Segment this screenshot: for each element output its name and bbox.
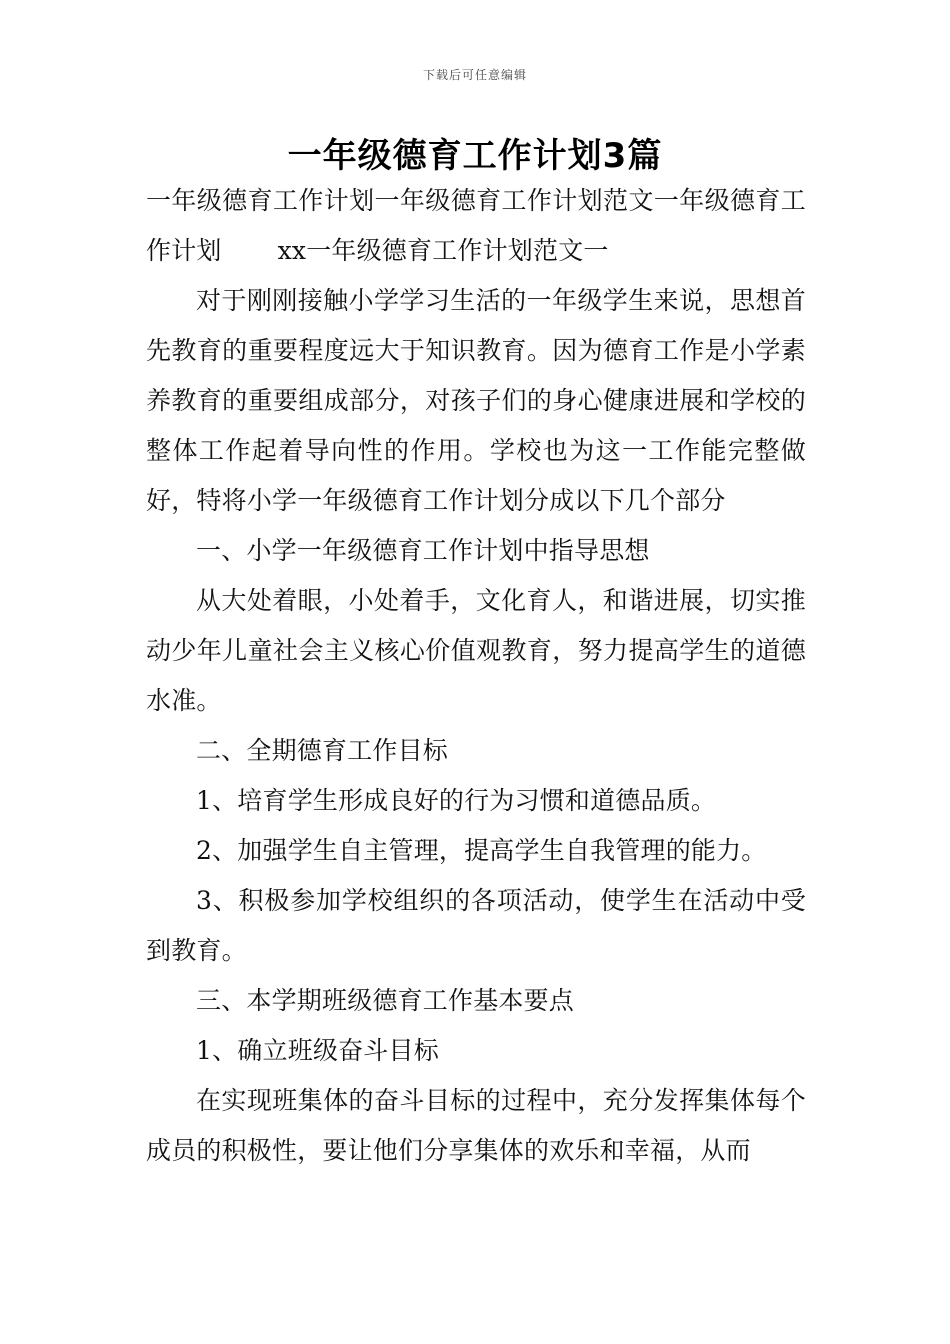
intro-paragraph bbox=[146, 176, 806, 276]
header-note: 下载后可任意编辑 bbox=[422, 68, 527, 82]
document-title: 一年级德育工作计划3篇 bbox=[287, 136, 663, 176]
goal-item-2: 2、加强学生自主管理，提高学生自我管理的能力。 bbox=[196, 836, 767, 865]
document-body bbox=[146, 176, 806, 1176]
section-heading-3: 三、本学期班级德育工作基本要点 bbox=[196, 986, 575, 1015]
paragraph-intro-body: 对于刚刚接触小学学习生活的一年级学生来说，思想首先教育的重要程度远大于知识教育。因为德育工作是小学素养教育的重要组成部分，对孩子们的身心健康进展和学校的整体工作起着导向性的作用。学校也为这一工作能完整做好，特将小学一年级德育工作计划分成以下几个部分 bbox=[146, 286, 806, 515]
goal-item-1: 1、培育学生形成良好的行为习惯和道德品质。 bbox=[196, 786, 717, 815]
intro-text-part2: xx一年级德育工作计划范文一 bbox=[277, 236, 609, 265]
paragraph-guiding-thought: 从大处着眼，小处着手，文化育人，和谐进展，切实推动少年儿童社会主义核心价值观教育，努力提高学生的道德水准。 bbox=[146, 586, 806, 715]
goal-item-3: 3、积极参加学校组织的各项活动，使学生在活动中受到教育。 bbox=[146, 886, 806, 965]
intro-text-part1: 一年级德育工作计划一年级德育工作计划范文一年级德育工作计划 bbox=[146, 186, 806, 265]
section-heading-1: 一、小学一年级德育工作计划中指导思想 bbox=[196, 536, 650, 565]
paragraph-class-goal: 在实现班集体的奋斗目标的过程中，充分发挥集体每个成员的积极性，要让他们分享集体的欢乐和幸福，从而 bbox=[146, 1086, 806, 1165]
section-heading-2: 二、全期德育工作目标 bbox=[196, 736, 449, 765]
subheading-1: 1、确立班级奋斗目标 bbox=[196, 1036, 439, 1065]
